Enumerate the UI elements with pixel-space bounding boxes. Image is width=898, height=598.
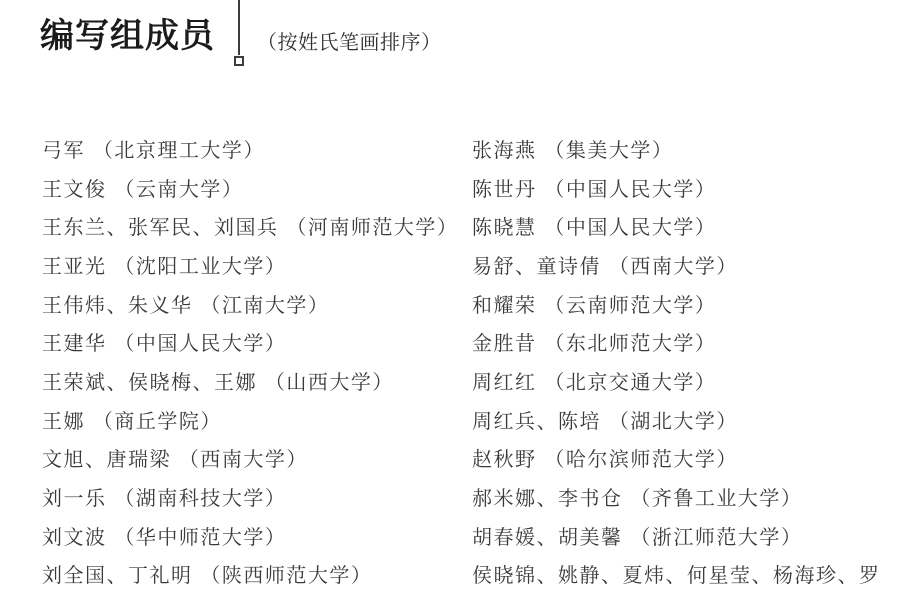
member-row: 周红红 （北京交通大学） <box>472 369 717 394</box>
member-row: 赵秋野 （哈尔滨师范大学） <box>472 447 738 472</box>
member-row: 王荣斌、侯晓梅、王娜 （山西大学） <box>42 369 394 394</box>
member-row: 张海燕 （集美大学） <box>472 137 674 162</box>
member-column-right <box>472 129 898 593</box>
member-row: 侯晓锦、姚静、夏炜、何星莹、杨海珍、罗 <box>472 563 881 588</box>
member-row: 王伟炜、朱义华 （江南大学） <box>42 292 330 317</box>
member-row: 胡春媛、胡美馨 （浙江师范大学） <box>472 524 803 549</box>
page-title: 编写组成员 <box>40 16 215 56</box>
member-row: 刘一乐 （湖南科技大学） <box>42 486 287 511</box>
member-row: 王建华 （中国人民大学） <box>42 331 287 356</box>
member-row: 刘文波 （华中师范大学） <box>42 524 287 549</box>
member-row: 陈晓慧 （中国人民大学） <box>472 215 717 240</box>
member-row: 陈世丹 （中国人民大学） <box>472 176 717 201</box>
sort-order-note: （按姓氏笔画排序） <box>257 30 442 54</box>
member-row: 金胜昔 （东北师范大学） <box>472 331 717 356</box>
header-divider-line <box>238 0 240 55</box>
member-row: 刘全国、丁礼明 （陕西师范大学） <box>42 563 373 588</box>
member-row: 王亚光 （沈阳工业大学） <box>42 253 287 278</box>
member-row: 弓军 （北京理工大学） <box>42 137 265 162</box>
member-column-left <box>42 129 467 593</box>
header-divider-square-icon <box>234 56 244 66</box>
member-row: 文旭、唐瑞梁 （西南大学） <box>42 447 308 472</box>
member-row: 周红兵、陈培 （湖北大学） <box>472 408 738 433</box>
member-row: 王娜 （商丘学院） <box>42 408 222 433</box>
member-row: 王文俊 （云南大学） <box>42 176 244 201</box>
member-row: 易舒、童诗倩 （西南大学） <box>472 253 738 278</box>
member-row: 王东兰、张军民、刘国兵 （河南师范大学） <box>42 215 459 240</box>
member-row: 郝米娜、李书仓 （齐鲁工业大学） <box>472 486 803 511</box>
member-row: 和耀荣 （云南师范大学） <box>472 292 717 317</box>
